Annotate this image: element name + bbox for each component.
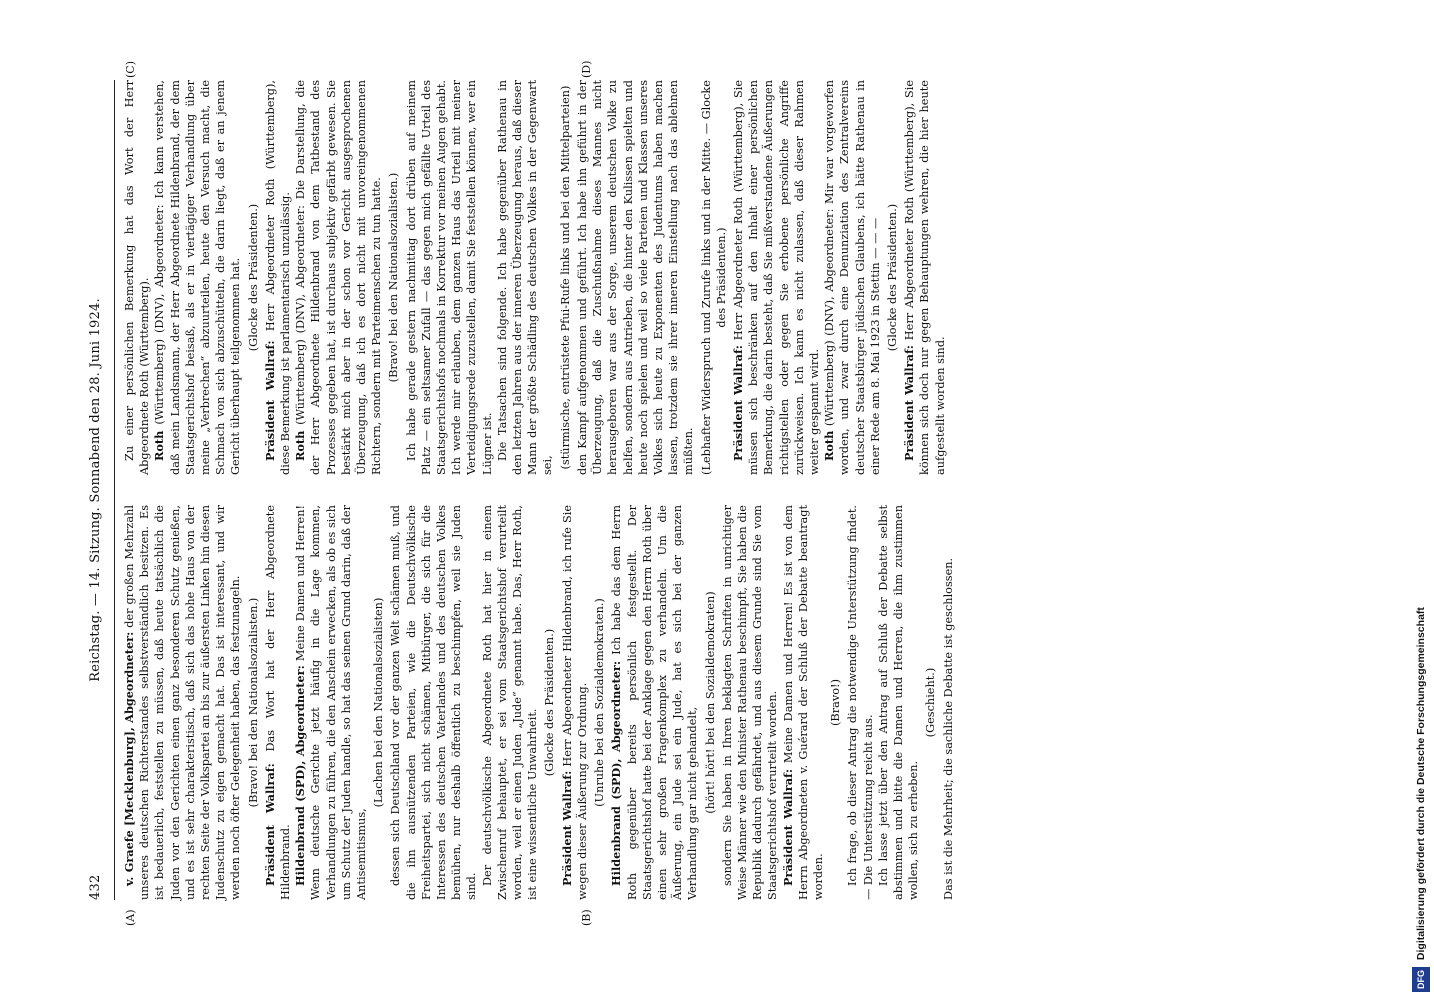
speech-paragraph: [560, 505, 590, 900]
speech-paragraph: [902, 80, 948, 475]
speech-paragraph: [122, 505, 244, 900]
speaker-name: Hildenbrand (SPD), Abgeordneter:: [293, 665, 308, 886]
speech-text: der großen Mehrzahl unseres deutschen Richterstandes selbstverständlich besitzen. Es ist bedauerlich, feststellen zu müssen, daß heute tatsächlich die Juden vor den Gerichten einen ganz besonderen Schutz genießen, und es ist sehr charakteristisch, daß sich das hohe Haus von der rechten Seite der Volkspartei an bis zur äußersten Linken hin diesen Judenschutz zu eigen gemacht hat. Das ist interessant, und wir werden noch öfter Gelegenheit haben, das festzunageln.: [123, 505, 243, 900]
digitization-watermark: [1412, 8, 1430, 992]
running-header: [88, 80, 108, 900]
right-column: [122, 80, 948, 475]
stage-direction: (Glocke des Präsidenten.): [543, 628, 557, 777]
speech-text: Meine Damen und Herren! Wenn deutsche Gerichte jetzt häufig in die Lage kommen, Verhandlungen zu führen, die den Anschein erwecken, als ob es sich um Schutz der Juden handle, so hat das seinen Grund darin, daß der Antisemitismus,: [294, 504, 369, 900]
stage-direction: (Bravo!): [829, 679, 843, 726]
speech-text: Herr Abgeordneter Hildenbrand, ich rufe Sie wegen dieser Äußerung zur Ordnung.: [560, 504, 589, 900]
running-title: Reichstag. — 14. Sitzung. Sonnabend den 28. Juni 1924.: [88, 298, 103, 682]
paragraph: dessen sich Deutschland vor der ganzen Welt schämen muß, und die ihn ausnützenden Parteien, wie die Deutschvölkische Freiheitspartei, sich nicht schämen, Mitbürger, die sich für die Interessen des deutschen Vaterlandes und des deutschen Volkes bemühen, nur deshalb öffentlich zu beschimpfen, weil sie Juden sind.: [389, 505, 479, 900]
paragraph: den Kampf aufgenommen und geführt. Ich habe ihn geführt in der Überzeugung, daß die Zuschußnahme dieses Mannes nicht herausgeboren war aus der Sorge, unserem deutschen Volke zu helfen, sondern aus Antrieben, die hinter den Kulissen spielten und heute noch spielen und weil so viele Parteien und Klassen unseres Volkes sich heute zu Exponenten des Judentums haben machen lassen, trotzdem sie ihrer inneren Einstellung nach das ablehnen müßten.: [575, 80, 696, 475]
paragraph: Ich frage, ob dieser Antrag die notwendige Unterstützung findet. — Die Unterstützung reicht aus.: [846, 505, 875, 900]
speaker-name: Präsident Wallraf:: [262, 340, 277, 461]
speaker-name: Roth: [152, 430, 167, 461]
stage-direction: (Lebhafter Widerspruch und Zurufe links und in der Mitte. — Glocke des Präsidenten.): [699, 80, 728, 475]
speech-text: Herr Abgeordneter Roth (Württemberg), diese Bemerkung ist parlamentarisch unzulässig.: [263, 79, 293, 475]
stage-direction: (Glocke des Präsidenten.): [246, 203, 260, 352]
paragraph: Ich lasse jetzt über den Antrag auf Schluß der Debatte selbst abstimmen und bitte die Damen und Herren, die ihm zustimmen wollen, sich zu erheben.: [876, 505, 921, 900]
speech-paragraph: [263, 80, 293, 475]
speech-paragraph: [263, 505, 293, 900]
stage-direction: (hört! hört! bei den Sozialdemokraten): [703, 591, 717, 814]
dfg-logo: DFG: [1412, 967, 1430, 992]
speech-text: (Württemberg) (DNV), Abgeordneter: Ich kann verstehen, daß mein Landsmann, der Herr Abgeordnete Hildenbrand, der dem Staatsgerichtshof beisaß, als er in viertägiger Verhandlung über meine „Verbrechen“ abzuurteilen, heute den Versuch macht, die Schmach von sich abzuschütteln, die darin liegt, daß er an jenem Gericht überhaupt teilgenommen hat.: [153, 80, 243, 475]
document-page: [80, 60, 1310, 926]
speech-paragraph: [731, 80, 822, 475]
speaker-name: Präsident Wallraf:: [902, 345, 917, 461]
speaker-name: Hildenbrand (SPD), Abgeordneter:: [609, 660, 624, 886]
paragraph: sondern Sie haben in Ihren beklagten Schriften in unrichtiger Weise Männer wie den Minister Rathenau beschimpft, Sie haben die Republik dadurch gefährdet, und aus diesem Grunde sind Sie vom Staatsgerichtshof verurteilt worden.: [720, 505, 780, 900]
stage-direction: (Bravo! bei den Nationalsozialisten.): [246, 597, 260, 808]
speech-text: (Württemberg) (DNV), Abgeordneter: Die Darstellung, die der Herr Abgeordnete Hildenbrand von dem Tatbestand des Prozesses gegeben hat, ist durchaus subjektiv gefärbt gewesen. Sie bestärkt mich aber in der schon vor Gericht ausgesprochenen Überzeugung, daß ich es dort nicht mit unvoreingenommenen Richtern, sondern mit Parteimenschen zu tun hatte.: [294, 79, 384, 475]
paragraph: Zu einer persönlichen Bemerkung hat das Wort der Herr Abgeordnete Roth (Württemberg).: [123, 80, 152, 475]
speech-paragraph: [152, 80, 243, 475]
speech-text: Ich habe das dem Herrn Roth gegenüber bereits persönlich festgestellt. Der Staatsgerichtshof hatte bei der Anklage gegen den Herrn Roth über einen sehr großen Fragenkomplex zu verhandeln. Um die Äußerung, ein Jude sei ein Jude, hat es sich bei der ganzen Verhandlung gar nicht gehandelt,: [610, 504, 700, 900]
speech-paragraph: [609, 505, 700, 900]
speaker-name: Roth: [822, 430, 837, 461]
speaker-name: Präsident Wallraf:: [780, 768, 795, 886]
margin-mark-b: (B): [580, 909, 593, 926]
speech-paragraph: [781, 505, 827, 900]
speaker-name: Präsident Wallraf:: [730, 345, 745, 461]
speaker-name: v. Graefe [Mecklenburg], Abgeordneter:: [122, 631, 136, 886]
paragraph: Das ist die Mehrheit; die sachliche Debatte ist geschlossen.: [941, 557, 955, 900]
stage-direction: (Lachen bei den Nationalsozialisten): [372, 597, 386, 808]
speech-text: Das Wort hat der Herr Abgeordnete Hildenbrand.: [263, 504, 293, 900]
header-rule: [114, 80, 115, 900]
speaker-name: Präsident Wallraf:: [262, 763, 277, 886]
stage-direction: (Glocke des Präsidenten.): [885, 203, 899, 352]
margin-mark-c: (C): [124, 61, 137, 78]
speech-text: Meine Damen und Herren! Es ist von dem Herrn Abgeordneten v. Guérard der Schluß der Debatte beantragt worden.: [781, 504, 825, 900]
page-number: 432: [88, 874, 103, 900]
paragraph: Der deutschvölkische Abgeordnete Roth hat hier in einem Zwischenruf behauptet, er sei vom Staatsgerichtshof verurteilt worden, weil er einen Juden „Jude“ genannt habe. Das, Herr Roth, ist eine wissentliche Unwahrheit.: [480, 505, 540, 900]
speech-paragraph: [822, 80, 883, 475]
stage-direction: (stürmische, entrüstete Pfui-Rufe links und bei den Mittelparteien): [558, 85, 572, 470]
stage-direction: (Unruhe bei den Sozialdemokraten.): [593, 598, 607, 807]
speech-text: Herr Abgeordneter Roth (Württemberg), Sie müssen sich beschränken auf den Inhalt einer persönlichen Bemerkung, die darin besteht, daß Sie mißverstandene Äußerungen richtigstellen oder gegen Sie erhobene persönliche Angriffe zurückweisen. Ich kann es nicht zulassen, daß dieser Rahmen weiter gespannt wird.: [731, 79, 821, 475]
margin-mark-d: (D): [580, 60, 593, 78]
speech-text: (Württemberg) (DNV), Abgeordneter: Mir war vorgeworfen worden, und zwar durch eine Denunziation des Zentralvereins deutscher Staatsbürger jüdischen Glaubens, ich hätte Rathenau in einer Rede am 8. Mai 1923 in Stettin — — —: [823, 80, 882, 475]
left-column: [122, 505, 956, 900]
stage-direction: (Bravo! bei den Nationalsozialisten.): [387, 172, 401, 383]
paragraph: Ich habe gerade gestern nachmittag dort drüben auf meinem Platz — ein seltsamer Zufall — das gegen mich gefällte Urteil des Staatsgerichtshofs nochmals in Korrektur vor meinen Augen gehabt. Ich werde mir erlauben, dem ganzen Haus das Urteil mit meiner Verteidigungsrede zuzustellen, damit Sie feststellen können, wer ein Lügner ist.: [404, 80, 494, 475]
speaker-name: Präsident Wallraf:: [559, 770, 574, 886]
paragraph: Die Tatsachen sind folgende. Ich habe gegenüber Rathenau in den letzten Jahren aus der inneren Überzeugung heraus, daß dieser Mann der größte Schädling des deutschen Volkes in der Gegenwart sei,: [495, 80, 555, 475]
speech-paragraph: [293, 80, 384, 475]
watermark-text: Digitalisierung gefördert durch die Deutsche Forschungsgemeinschaft: [1415, 607, 1427, 961]
stage-direction: (Geschieht.): [924, 667, 938, 738]
margin-mark-a: (A): [124, 909, 137, 926]
speech-paragraph: [293, 505, 369, 900]
speech-text: Herr Abgeordneter Roth (Württemberg), Sie können sich doch nur gegen Behauptungen wehren, die hier heute aufgestellt worden sind.: [903, 79, 947, 475]
speaker-name: Roth: [293, 430, 308, 461]
